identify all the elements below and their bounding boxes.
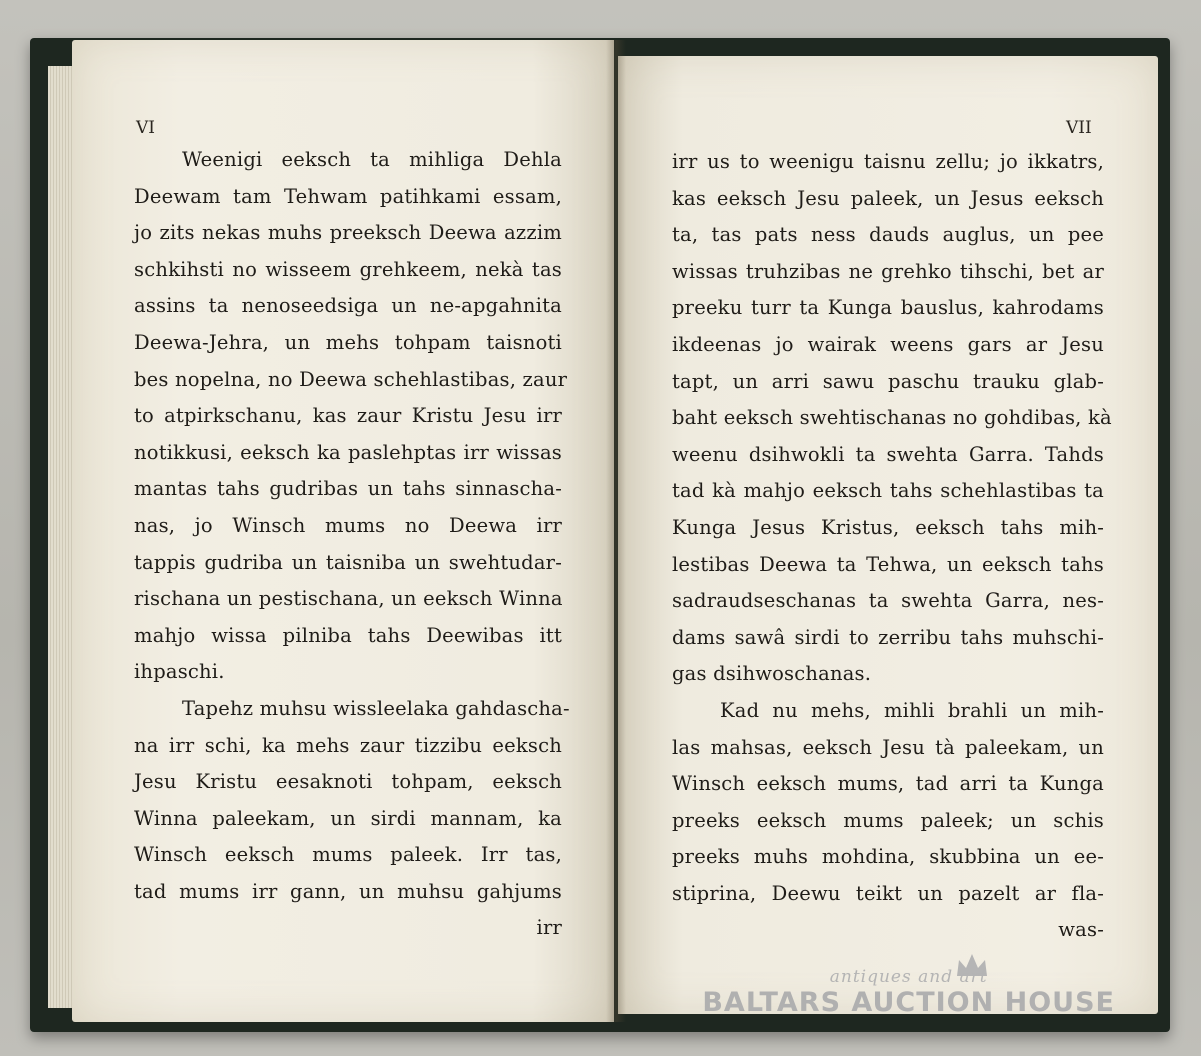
text-line: tappis gudriba un taisniba un swehtudar- bbox=[134, 550, 562, 574]
text-line: tad mums irr gann, un muhsu gahjums bbox=[134, 879, 562, 903]
text-line: kas eeksch Jesu paleek, un Jesus eeksch bbox=[672, 186, 1104, 210]
text-line: las mahsas, eeksch Jesu tà paleekam, un bbox=[672, 735, 1104, 759]
text-line: jo zits nekas muhs preeksch Deewa azzim bbox=[134, 221, 562, 245]
text-line: wissas truhzibas ne grehko tihschi, bet ar bbox=[672, 259, 1104, 283]
text-line: weenu dsihwokli ta swehta Garra. Tahds bbox=[672, 442, 1104, 466]
text-line: to atpirkschanu, kas zaur Kristu Jesu irr bbox=[134, 404, 562, 428]
text-line: nas, jo Winsch mums no Deewa irr bbox=[134, 513, 562, 537]
book-gutter bbox=[606, 40, 626, 1022]
text-line: gas dsihwoschanas. bbox=[672, 662, 872, 686]
text-line: Jesu Kristu eesaknoti tohpam, eeksch bbox=[134, 770, 562, 794]
text-line: Winsch eeksch mums paleek. Irr tas, bbox=[134, 843, 562, 867]
text-line: ta, tas pats ness dauds auglus, un pee bbox=[672, 223, 1104, 247]
text-line: tapt, un arri sawu paschu trauku glab- bbox=[672, 369, 1104, 393]
left-page bbox=[72, 40, 614, 1022]
right-page bbox=[618, 56, 1158, 1014]
text-line: ihpaschi. bbox=[134, 660, 225, 684]
text-line: Winsch eeksch mums, tad arri ta Kunga bbox=[672, 772, 1104, 796]
text-line: sadraudseschanas ta swehta Garra, nes- bbox=[672, 589, 1104, 613]
text-line: Winna paleekam, un sirdi mannam, ka bbox=[134, 806, 562, 830]
text-line: tad kà mahjo eeksch tahs schehlastibas ta bbox=[672, 479, 1104, 503]
text-line: dams sawâ sirdi to zerribu tahs muhschi- bbox=[672, 625, 1104, 649]
text-line: mantas tahs gudribas un tahs sinnaschа- bbox=[134, 477, 562, 501]
text-line: preeku turr ta Kunga bauslus, kahrodams bbox=[672, 296, 1104, 320]
text-line: preeks eeksch mums paleek; un schis bbox=[672, 808, 1104, 832]
text-line: baht eeksch swehtischanas no gohdibas, kà bbox=[672, 406, 1112, 430]
text-line: Weenigi eeksch ta mihliga Dehla bbox=[182, 148, 562, 171]
text-line: Kunga Jesus Kristus, eeksch tahs mih- bbox=[672, 515, 1104, 539]
left-page-number: VI bbox=[136, 118, 155, 138]
watermark-tagline: antiques and art bbox=[829, 967, 988, 987]
text-line: mahjo wissa pilniba tahs Deewibas itt bbox=[134, 623, 562, 647]
text-line: lestibas Deewa ta Tehwa, un eeksch tahs bbox=[672, 552, 1104, 576]
right-page-text bbox=[672, 144, 1112, 949]
text-line: notikkusi, eeksch ka paslehptas irr wissas bbox=[134, 440, 562, 464]
text-line: irr us to weenigu taisnu zellu; jo ikkatrs, bbox=[672, 150, 1104, 173]
text-line: Tapehz muhsu wissleelaka gahdascha- bbox=[182, 696, 570, 720]
text-line: rischana un pestischana, un eeksch Winna bbox=[134, 587, 563, 611]
text-line: was- bbox=[1058, 918, 1104, 942]
text-line: stiprina, Deewu teikt un pazelt ar fla- bbox=[672, 881, 1104, 905]
text-line: Kad nu mehs, mihli brahli un mih- bbox=[720, 698, 1104, 722]
text-line: schkihsti no wisseem grehkeem, nekà tas bbox=[134, 257, 562, 281]
text-line: na irr schi, ka mehs zaur tizzibu eeksch bbox=[134, 733, 562, 757]
right-page-number: VII bbox=[1066, 118, 1092, 138]
text-line: Deewa-Jehra, un mehs tohpam taisnoti bbox=[134, 330, 562, 354]
text-line: preeks muhs mohdina, skubbina un ee- bbox=[672, 845, 1104, 869]
text-line: assins ta nenoseedsiga un ne-apgahnita bbox=[134, 294, 562, 318]
text-line: irr bbox=[536, 916, 562, 940]
text-line: ikdeenas jo wairak weens gars ar Jesu bbox=[672, 332, 1104, 356]
watermark bbox=[702, 967, 1115, 1018]
page-edges bbox=[48, 66, 72, 1008]
text-line: Deewam tam Tehwam patihkami essam, bbox=[134, 184, 562, 208]
text-line: bes nopelna, no Deewa schehlastibas, zaur bbox=[134, 367, 568, 391]
watermark-name: BALTARS AUCTION HOUSE bbox=[702, 987, 1115, 1018]
left-page-text bbox=[134, 142, 570, 947]
